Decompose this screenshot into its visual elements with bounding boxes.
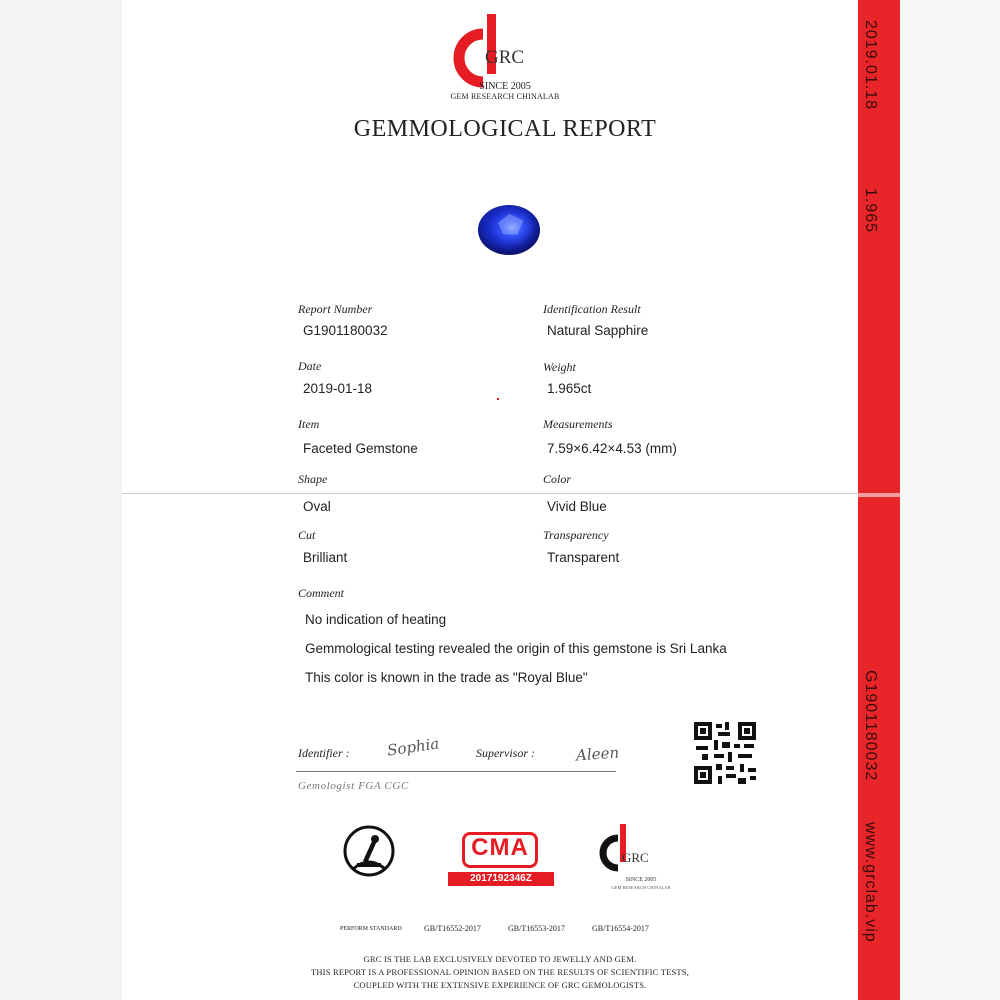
shape-value: Oval: [303, 499, 331, 514]
comment-line-3: This color is known in the trade as "Royal Blue": [305, 670, 588, 685]
side-band-date: 2019.01.18: [862, 20, 879, 111]
since-text: SINCE 2005: [479, 81, 531, 92]
grc-small-logo: [598, 824, 668, 884]
standards-label: PERFORM STANDARD: [340, 926, 402, 932]
identification-label: Identification Result: [543, 302, 641, 316]
transparency-value: Transparent: [547, 550, 620, 565]
standard-3: GB/T16554-2017: [592, 924, 649, 933]
color-value: Vivid Blue: [547, 499, 607, 514]
cut-label: Cut: [298, 528, 316, 542]
lab-name: GEM RESEARCH CHINALAB: [450, 92, 560, 101]
date-value: 2019-01-18: [303, 381, 373, 396]
side-band-website: www.grclab.vip: [862, 822, 879, 943]
right-margin: [900, 0, 1000, 1000]
red-dot: [497, 398, 499, 400]
report-number-value: G1901180032: [303, 323, 388, 338]
comment-label: Comment: [298, 586, 344, 600]
comment-line-1: No indication of heating: [305, 612, 447, 627]
side-band-report-number: G1901180032: [862, 670, 879, 782]
gemologist-credentials: Gemologist FGA CGC: [298, 780, 409, 792]
measurements-value: 7.59×6.42×4.53 (mm): [547, 441, 677, 456]
weight-label: Weight: [543, 360, 576, 374]
cma-badge-text: CMA: [471, 834, 529, 861]
grc-small-logo-text: GRC: [622, 850, 649, 865]
page-title: GEMMOLOGICAL REPORT: [353, 116, 657, 142]
cma-number: 2017192346Z: [448, 872, 554, 886]
supervisor-signature: Aleen: [575, 743, 620, 765]
color-label: Color: [543, 472, 572, 486]
side-band-fold: [858, 493, 900, 497]
measurements-label: Measurements: [543, 417, 613, 431]
item-value: Faceted Gemstone: [303, 441, 418, 456]
item-label: Item: [298, 417, 320, 431]
standard-2: GB/T16553-2017: [508, 924, 565, 933]
date-label: Date: [298, 359, 322, 373]
supervisor-label: Supervisor :: [476, 746, 535, 760]
identifier-label: Identifier :: [298, 746, 350, 760]
signature-line: [296, 771, 616, 772]
side-band-weight: 1.965: [862, 188, 879, 234]
footer-line-2: THIS REPORT IS A PROFESSIONAL OPINION BASED ON THE RESULTS OF SCIENTIFIC TESTS,: [310, 967, 690, 977]
accreditation-seal-icon: [343, 825, 395, 877]
grc-small-since: SINCE 2005: [625, 877, 657, 883]
qr-code[interactable]: [694, 722, 756, 784]
shape-label: Shape: [298, 472, 328, 486]
footer-line-1: GRC IS THE LAB EXCLUSIVELY DEVOTED TO JEWELLY AND GEM.: [363, 954, 637, 964]
grc-logo-text: GRC: [485, 47, 525, 68]
identifier-signature: Sophia: [386, 734, 441, 760]
standard-1: GB/T16552-2017: [424, 924, 481, 933]
footer-line-3: COUPLED WITH THE EXTENSIVE EXPERIENCE OF GRC GEMOLOGISTS.: [353, 980, 647, 990]
fold-line: [122, 493, 860, 494]
identification-value: Natural Sapphire: [547, 323, 649, 338]
weight-value: 1.965ct: [547, 381, 592, 396]
comment-line-2: Gemmological testing revealed the origin of this gemstone is Sri Lanka: [305, 641, 727, 656]
cut-value: Brilliant: [303, 550, 348, 565]
transparency-label: Transparency: [543, 528, 609, 542]
grc-small-lab: GEM RESEARCH CHINALAB: [611, 885, 671, 890]
report-number-label: Report Number: [298, 302, 373, 316]
